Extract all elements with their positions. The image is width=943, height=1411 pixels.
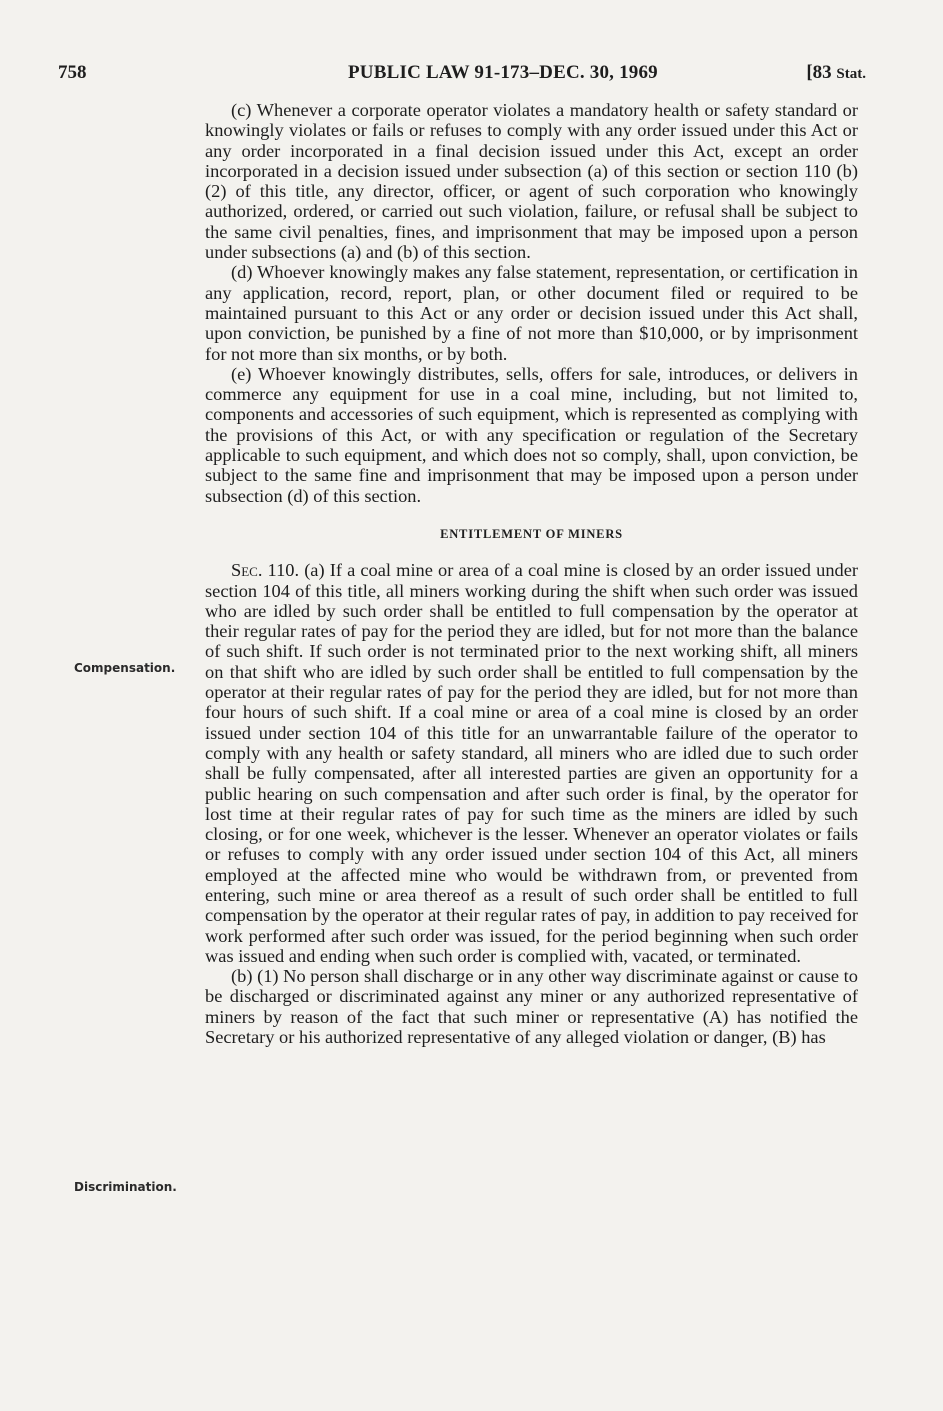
section-heading: ENTITLEMENT OF MINERS — [440, 526, 623, 541]
volume-stat: Stat. — [836, 66, 866, 82]
body-text — [205, 100, 858, 1047]
section-label: Sec. — [231, 560, 263, 581]
volume-prefix: [83 — [806, 62, 837, 83]
section-110-a — [205, 560, 858, 966]
paragraph-d: (d) Whoever knowingly makes any false statement, representation, or certification in any application, record, report, plan, or other document filed or required to be maintained pursuant to this Act or any order or decision issued under this Act shall, upon conviction, be punished by a fine of not more than $10,000, or by imprisonment for not more than six months, or by both. — [205, 262, 858, 364]
volume-reference — [806, 62, 866, 84]
margin-note-discrimination: Discrimination. — [74, 1180, 177, 1194]
running-head — [58, 62, 866, 88]
section-110-a-text: 110. (a) If a coal mine or area of a coal mine is closed by an order issued under section 104 of this title, all miners working during the shift when such order was issued who are idled by such order shall be entitled to full compensation by the operator at their regular rates of pay for the period they are idled, but for not more than the balance of such shift. If such order is not terminated prior to the next working shift, all miners on that shift who are idled by such order shall be entitled to full compensation by the operator at their regular rates of pay for the period they are idled, but for not more than four hours of such shift. If a coal mine or area of a coal mine is closed by an order issued under section 104 of this title for an unwarrantable failure of the operator to comply with any health or safety standard, all miners who are idled due to such order shall be fully compensated, after all interested parties are given an opportunity for a public hearing on such compensation and after such order is final, by the operator for lost time at their regular rates of pay for such time as the miners are idled by such closing, or for one week, whichever is the lesser. Whenever an operator violates or fails or refuses to comply with any order issued under section 104 of this Act, all miners employed at the affected mine who would be withdrawn from, or prevented from entering, such mine or area thereof as a result of such order shall be entitled to full compensation by the operator at their regular rates of pay, in addition to pay received for work performed after such order was issued, for the period beginning when such order was issued and ending when such order is complied with, vacated, or terminated. — [205, 560, 858, 966]
page-title: PUBLIC LAW 91-173–DEC. 30, 1969 — [348, 62, 658, 83]
paragraph-c: (c) Whenever a corporate operator violates a mandatory health or safety standard or knowingly violates or fails or refuses to comply with any order issued under this Act or any order incorporated in a final decision issued under this Act, except an order incorporated in a decision issued under subsection (a) of this section or section 110 (b) (2) of this title, any director, officer, or agent of such corporation who knowingly authorized, ordered, or carried out such violation, failure, or refusal shall be subject to the same civil penalties, fines, and imprisonment that may be imposed upon a person under subsections (a) and (b) of this section. — [205, 100, 858, 263]
margin-note-compensation: Compensation. — [74, 661, 176, 675]
paragraph-b1: (b) (1) No person shall discharge or in any other way discriminate against or cause to be discharged or discriminated against any miner or any authorized representative of miners by reason of the fact that such miner or representative (A) has notified the Secretary or his authorized representative of any alleged violation or danger, (B) has — [205, 966, 858, 1048]
page-number: 758 — [58, 62, 87, 83]
paragraph-e: (e) Whoever knowingly distributes, sells, offers for sale, introduces, or delivers in commerce any equipment for use in a coal mine, including, but not limited to, components and accessories of such equipment, which is represented as complying with the provisions of this Act, or with any specification or regulation of the Secretary applicable to such equipment, and which does not so comply, shall, upon conviction, be subject to the same fine and imprisonment that may be imposed upon a person under subsection (d) of this section. — [205, 363, 858, 506]
